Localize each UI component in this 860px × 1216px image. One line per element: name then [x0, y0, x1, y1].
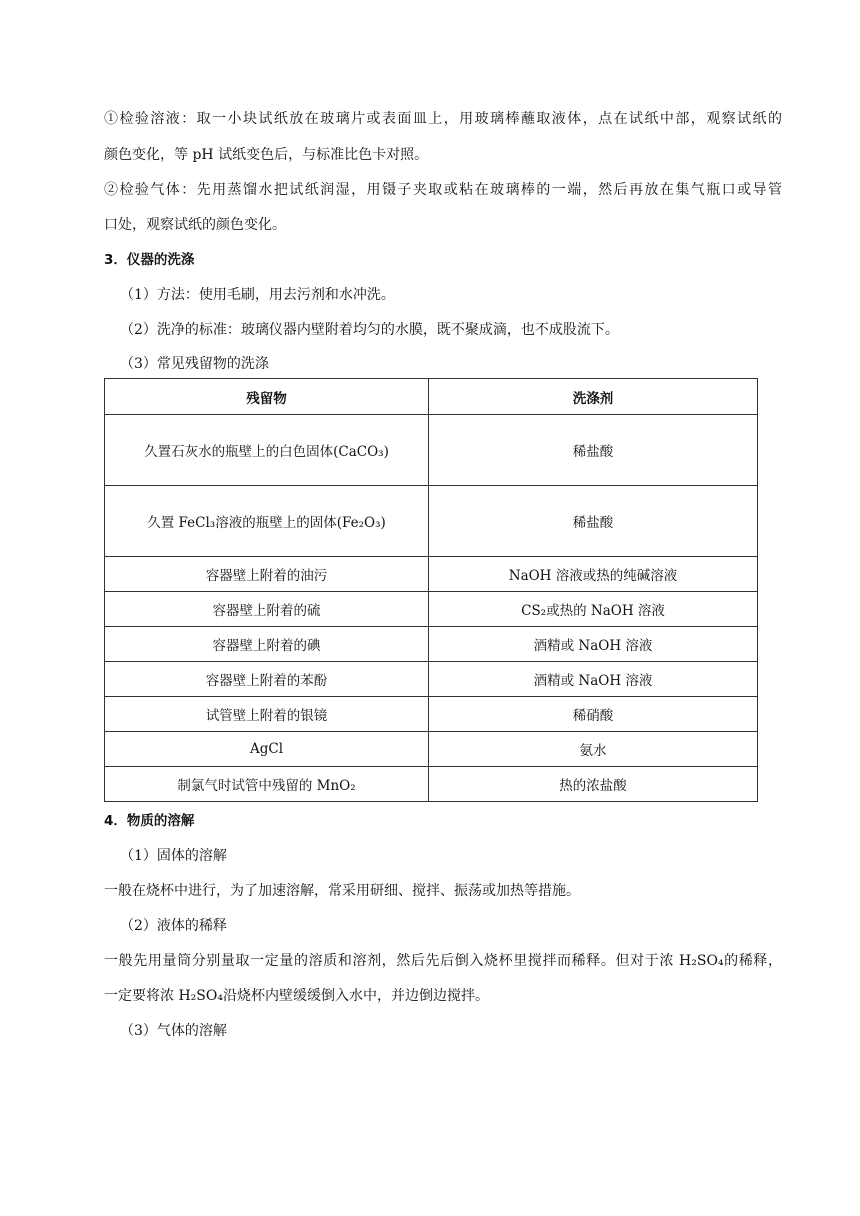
table-row	[105, 557, 758, 592]
residue-cell: 容器壁上附着的碘	[105, 627, 429, 662]
table-row	[105, 415, 758, 486]
table-row	[105, 662, 758, 697]
residue-cell: 容器壁上附着的苯酚	[105, 662, 429, 697]
paragraph-test-gas-line2: 口处，观察试纸的颜色变化。	[104, 217, 286, 233]
table-header-row	[105, 379, 758, 415]
cleaning-agent-cell: 氨水	[429, 732, 758, 767]
paragraph-test-solution-line1: ①检验溶液：取一小块试纸放在玻璃片或表面皿上，用玻璃棒蘸取液体，点在试纸中部，观察试纸的	[104, 111, 782, 127]
section-3-item-2: （2）洗净的标准：玻璃仪器内壁附着均匀的水膜，既不聚成滴，也不成股流下。	[120, 322, 619, 338]
residue-cell: 容器壁上附着的油污	[105, 557, 429, 592]
cleaning-agent-cell: 酒精或 NaOH 溶液	[429, 662, 758, 697]
residue-cleaning-table	[104, 378, 758, 802]
residue-cell: 试管壁上附着的银镜	[105, 697, 429, 732]
cleaning-agent-cell: 热的浓盐酸	[429, 767, 758, 802]
section-4-item-1: （1）固体的溶解	[120, 848, 227, 864]
cleaning-agent-cell: CS₂或热的 NaOH 溶液	[429, 592, 758, 627]
section-4-item-2-text-line2: 一定要将浓 H₂SO₄沿烧杯内壁缓缓倒入水中，并边倒边搅拌。	[104, 988, 489, 1004]
table-row	[105, 697, 758, 732]
section-4-item-3: （3）气体的溶解	[120, 1023, 227, 1039]
table-row	[105, 767, 758, 802]
table-row	[105, 592, 758, 627]
section-4-heading: 4．物质的溶解	[104, 813, 195, 829]
section-3-item-1: （1）方法：使用毛刷，用去污剂和水冲洗。	[120, 287, 395, 303]
cleaning-agent-cell: 酒精或 NaOH 溶液	[429, 627, 758, 662]
cleaning-agent-cell: 稀硝酸	[429, 697, 758, 732]
table-row	[105, 732, 758, 767]
residue-cell: 制氯气时试管中残留的 MnO₂	[105, 767, 429, 802]
section-4-item-2: （2）液体的稀释	[120, 918, 227, 934]
table-row	[105, 486, 758, 557]
table-row	[105, 627, 758, 662]
section-3-item-3: （3）常见残留物的洗涤	[120, 356, 269, 372]
paragraph-test-gas-line1: ②检验气体：先用蒸馏水把试纸润湿，用镊子夹取或粘在玻璃棒的一端，然后再放在集气瓶口或导管	[104, 182, 782, 198]
cleaning-agent-cell: 稀盐酸	[429, 415, 758, 486]
cleaning-agent-cell: 稀盐酸	[429, 486, 758, 557]
residue-cell: AgCl	[105, 732, 429, 767]
table-header-cleaning-agent: 洗涤剂	[429, 379, 758, 415]
residue-cell: 久置 FeCl₃溶液的瓶壁上的固体(Fe₂O₃)	[105, 486, 429, 557]
section-4-item-2-text-line1: 一般先用量筒分别量取一定量的溶质和溶剂，然后先后倒入烧杯里搅拌而稀释。但对于浓 H₂SO₄的稀释，	[104, 953, 782, 969]
table-header-residue: 残留物	[105, 379, 429, 415]
section-3-heading: 3．仪器的洗涤	[104, 252, 195, 268]
residue-cell: 久置石灰水的瓶壁上的白色固体(CaCO₃)	[105, 415, 429, 486]
section-4-item-1-text: 一般在烧杯中进行，为了加速溶解，常采用研细、搅拌、振荡或加热等措施。	[104, 883, 580, 899]
paragraph-test-solution-line2: 颜色变化，等 pH 试纸变色后，与标准比色卡对照。	[104, 147, 429, 163]
cleaning-agent-cell: NaOH 溶液或热的纯碱溶液	[429, 557, 758, 592]
residue-cell: 容器壁上附着的硫	[105, 592, 429, 627]
